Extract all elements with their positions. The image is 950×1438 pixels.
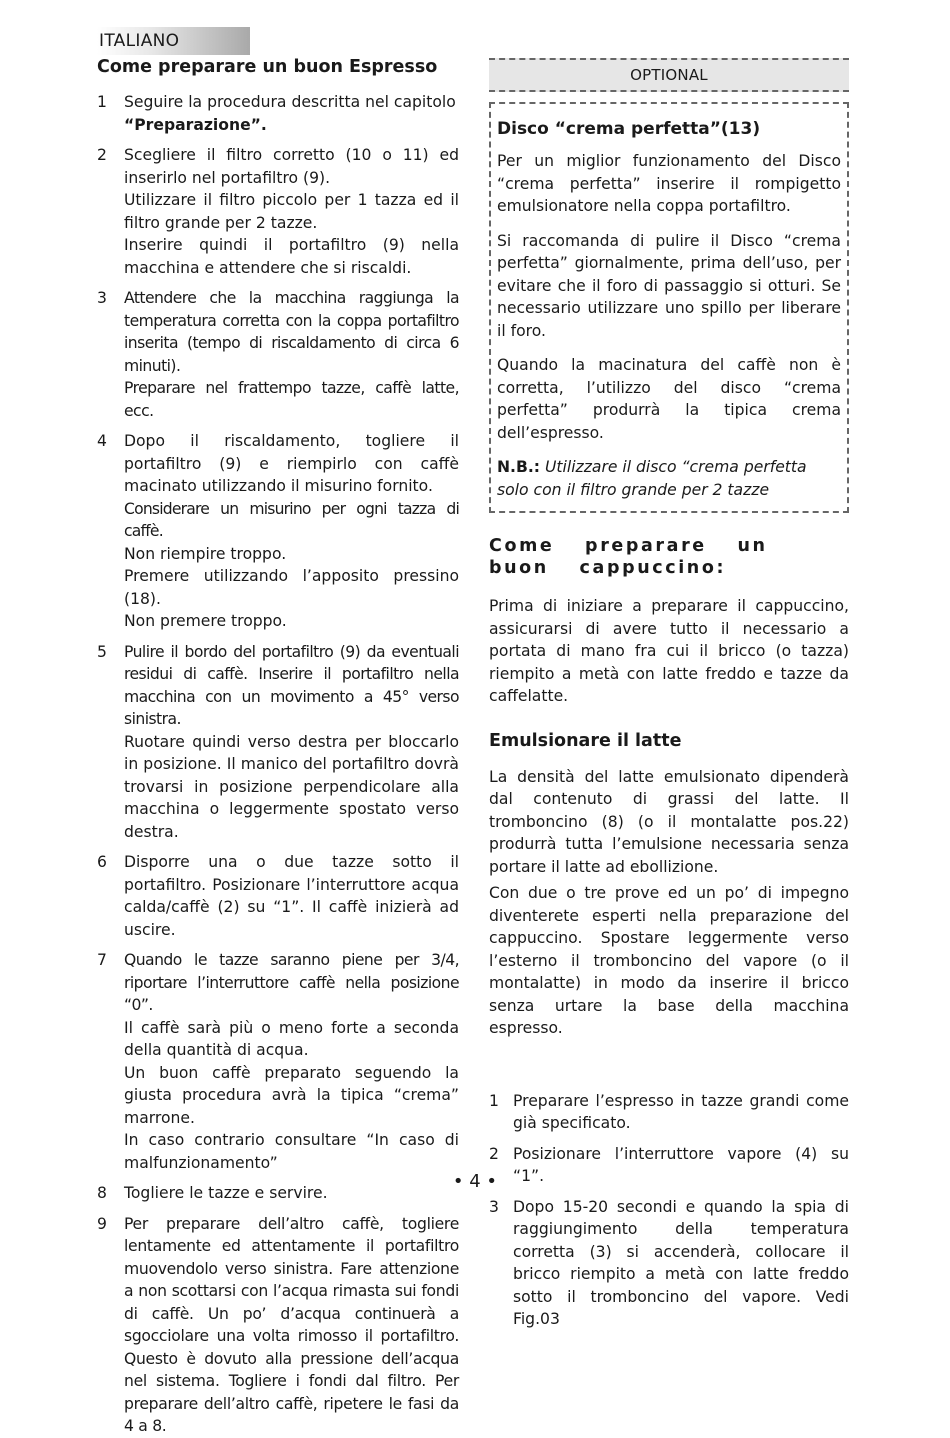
step-number: 6 [97, 853, 107, 871]
step-text: Premere utilizzando l’apposito pressino (18). [124, 567, 459, 608]
step-number: 2 [489, 1144, 499, 1163]
step-number: 9 [97, 1214, 107, 1233]
step-7 [97, 949, 459, 1174]
step-text: Non premere troppo. [124, 612, 287, 630]
disco-paragraph: Quando la macinatura del caffè non è corretta, l’utilizzo del disco “crema perfetta” produrrà la tipica crema dell’espresso. [497, 356, 841, 442]
step-number: 1 [97, 93, 107, 111]
step-9 [97, 1213, 459, 1438]
step-text: Seguire la procedura descritta nel capitolo “Preparazione”. [124, 93, 456, 134]
nb-text: Utilizzare il disco “crema perfetta solo con il filtro grande per 2 tazze [497, 458, 807, 499]
step-text: Togliere le tazze e servire. [124, 1184, 328, 1202]
step-5 [97, 641, 459, 844]
optional-banner: OPTIONAL [489, 58, 849, 92]
step-text: Scegliere il filtro corretto (10 o 11) ed inserirlo nel portafiltro (9). [124, 146, 459, 187]
cappuccino-paragraph: Prima di iniziare a preparare il cappuccino, assicurarsi di avere tutto il necessario a portata di mano fra cui il bricco (o tazza) riempito a metà con latte freddo e tazze da caffelatte. [489, 597, 849, 705]
step-number: 7 [97, 951, 107, 969]
step-text: Preparare nel frattempo tazze, caffè latte, ecc. [124, 379, 459, 420]
cap-step-3 [489, 1196, 849, 1331]
cap-step-2 [489, 1143, 849, 1188]
emulsion-title: Emulsionare il latte [489, 730, 682, 751]
step-text: Considerare un misurino per ogni tazza di caffè. [124, 499, 459, 540]
step-text: Dopo 15-20 secondi e quando la spia di raggiungimento della temperatura corretta (3) si accenderà, collocare il bricco riempito a metà con latte freddo sotto il tromboncino del vapore. Vedi Fig.03 [513, 1197, 849, 1328]
emulsion-paragraph: Con due o tre prove ed un po’ di impegno diventerete esperti nella preparazione del cappuccino. Spostare leggermente verso l’esterno il tromboncino del vapore (o il montalatte) in modo da inserire il bricco senza urtare la base della macchina espresso. [489, 884, 849, 1037]
step-number: 5 [97, 642, 107, 661]
cap-step-1 [489, 1090, 849, 1135]
nb-note [497, 456, 841, 501]
step-number: 4 [97, 432, 107, 450]
step-text: In caso contrario consultare “In caso di malfunzionamento” [124, 1131, 459, 1172]
step-number: 1 [489, 1091, 499, 1110]
step-text: Non riempire troppo. [124, 544, 287, 563]
disco-title: Disco “crema perfetta”(13) [497, 119, 761, 139]
step-text: Attendere che la macchina raggiunga la temperatura corretta con la coppa portafiltro inserita (tempo di riscaldamento di circa 6 minuti). [124, 289, 459, 375]
step-number: 8 [97, 1184, 107, 1202]
language-tab: ITALIANO [97, 27, 250, 55]
step-text: Preparare l’espresso in tazze grandi come già specificato. [513, 1091, 849, 1132]
espresso-steps [97, 91, 459, 1438]
step-8 [97, 1182, 459, 1205]
disco-paragraph: Per un miglior funzionamento del Disco “crema perfetta” inserire il rompigetto emulsionatore nella coppa portafiltro. [497, 152, 841, 215]
cappuccino-steps [489, 1090, 849, 1331]
step-2 [97, 144, 459, 279]
step-text: Dopo il riscaldamento, togliere il portafiltro (9) e riempirlo con caffè macinato utilizzando il misurino fornito. [124, 432, 459, 495]
step-6 [97, 851, 459, 941]
cappuccino-title: Come preparare un buon cappuccino: [489, 536, 768, 578]
step-text: Ruotare quindi verso destra per bloccarlo in posizione. Il manico del portafiltro dovrà trovarsi in posizione perpendicolare alla macchina o leggermente spostato verso destra. [124, 732, 459, 841]
step-text: Per preparare dell’altro caffè, togliere lentamente ed attentamente il portafiltro muovendolo verso sinistra. Fare attenzione a non scottarsi con l’acqua rimasta sui fondi di caffè. Un po’ d’acqua continuerà a sgocciolare una volta rimosso il portafiltro. Questo è dovuto alla pressione dell’acqua nel sistema. Togliere i fondi dal filtro. Per preparare dell’altro caffè, ripetere le fasi da 4 a 8. [124, 1214, 459, 1435]
step-text: Quando le tazze saranno piene per 3/4, riportare l’interruttore caffè nella posizione “0”. [124, 951, 459, 1014]
disco-paragraph: Si raccomanda di pulire il Disco “crema perfetta” giornalmente, prima dell’uso, per evitare che il foro di passaggio si otturi. Se necessario utilizzare uno spillo per liberare il foro. [497, 231, 841, 340]
step-text: Posizionare l’interruttore vapore (4) su “1”. [513, 1144, 849, 1185]
step-text: Pulire il bordo del portafiltro (9) da eventuali residui di caffè. Inserire il portafiltro nella macchina con un movimento a 45° verso sinistra. [124, 642, 459, 728]
step-text: Utilizzare il filtro piccolo per 1 tazza ed il filtro grande per 2 tazze. [124, 191, 459, 232]
step-number: 3 [97, 289, 107, 307]
step-1 [97, 91, 459, 136]
step-text: Il caffè sarà più o meno forte a seconda della quantità di acqua. [124, 1018, 459, 1059]
step-text: Inserire quindi il portafiltro (9) nella macchina e attendere che si riscaldi. [124, 236, 459, 277]
nb-label: N.B.: [497, 458, 541, 476]
right-column [489, 58, 849, 1331]
step-number: 2 [97, 146, 107, 164]
step-3 [97, 287, 459, 422]
page-number: • 4 • [452, 1171, 498, 1192]
step-text: Un buon caffè preparato seguendo la giusta procedura avrà la tipica “crema” marrone. [124, 1063, 459, 1127]
step-4 [97, 430, 459, 633]
step-text: Disporre una o due tazze sotto il portafiltro. Posizionare l’interruttore acqua calda/caffè (2) su “1”. Il caffè inizierà ad uscire. [124, 853, 459, 939]
espresso-title: Come preparare un buon Espresso [97, 57, 438, 77]
step-number: 3 [489, 1197, 499, 1216]
optional-box [489, 102, 849, 513]
left-column [97, 55, 459, 1438]
emulsion-paragraph: La densità del latte emulsionato dipenderà dal contenuto di grassi del latte. Il tromboncino (8) (o il montalatte pos.22) produrrà tutta l’emulsione necessaria senza portare il latte ad ebollizione. [489, 767, 849, 876]
